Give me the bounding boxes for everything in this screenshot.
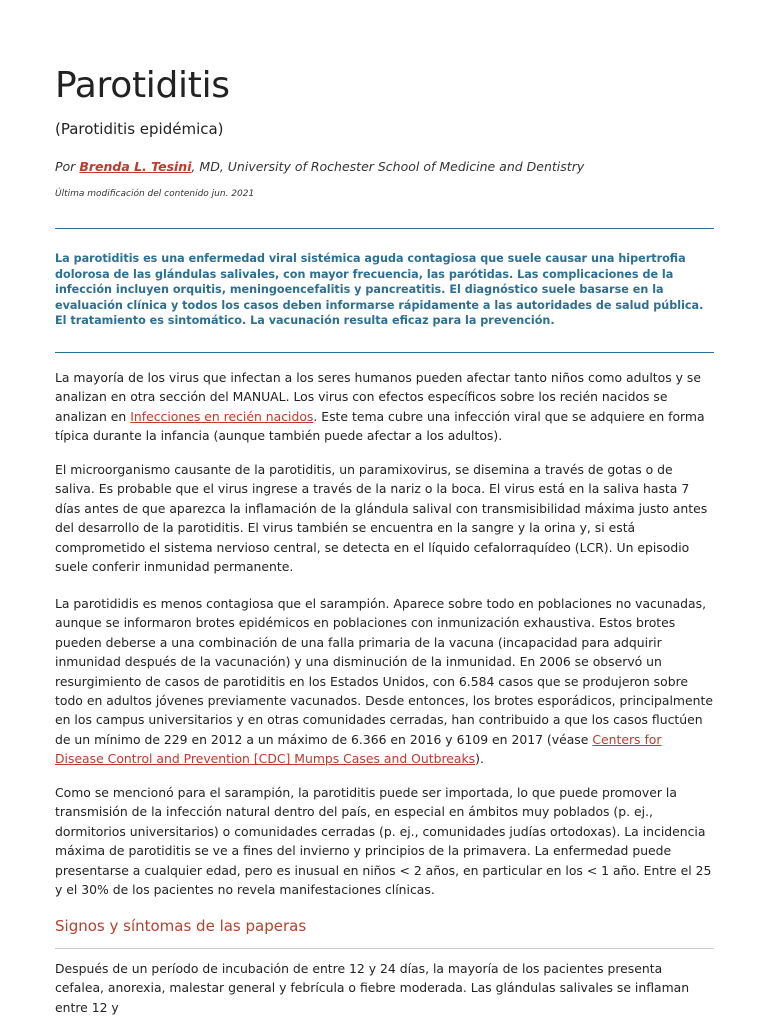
summary-top-divider xyxy=(55,228,714,229)
paragraph-1-text-a: La mayoría de los virus que infectan a los seres humanos pueden afectar tanto niños como adultos y se analizan en otra sección del MANUAL. Los virus con efectos específicos sobre los recién nacidos se analizan en xyxy=(55,370,701,424)
page-subtitle: (Parotiditis epidémica) xyxy=(55,120,224,138)
paragraph-5: Después de un período de incubación de entre 12 y 24 días, la mayoría de los pacientes presenta cefalea, anorexia, malestar general y febrícula o fiebre moderada. Las glándulas salivales se inflaman entre 12 y xyxy=(55,961,690,1015)
summary-bottom-divider xyxy=(55,352,714,353)
cdc-mumps-link[interactable]: Centers for Disease Control and Prevention [CDC] Mumps Cases and Outbreaks xyxy=(55,731,662,767)
newborn-infections-link[interactable]: Infecciones en recién nacidos xyxy=(130,408,314,424)
author-link[interactable]: Brenda L. Tesini xyxy=(79,159,192,174)
paragraph-2: El microorganismo causante de la parotiditis, un paramixovirus, se disemina a través de gotas o de saliva. Es probable que el virus ingrese a través de la nariz o la boca. El virus está en la saliva hasta 7 días antes de que aparezca la inflamación de la glándula salival con transmisibilidad máxima justo antes del desarrollo de la parotiditis. El virus también se encuentra en la sangre y la orina y, si está comprometido el sistema nervioso central, se detecta en el líquido cefalorraquídeo (LCR). Un episodio suele conferir inmunidad permanente. xyxy=(55,462,708,575)
byline-affiliation: , MD, University of Rochester School of Medicine and Dentistry xyxy=(191,159,585,174)
summary-box: La parotiditis es una enfermedad viral sistémica aguda contagiosa que suele causar una hipertrofia dolorosa de las glándulas salivales, con mayor frecuencia, las parótidas. Las complicaciones de la infección incluyen orquitis, meningoencefalitis y pancreatitis. El diagnóstico suele basarse en la evaluación clínica y todos los casos deben informarse rápidamente a las autoridades de salud pública. El tratamiento es sintomático. La vacunación resulta eficaz para la prevención. xyxy=(55,252,704,327)
byline-prefix: Por xyxy=(55,159,80,174)
byline xyxy=(55,157,584,177)
paragraph-4: Como se mencionó para el sarampión, la parotiditis puede ser importada, lo que puede promover la transmisión de la infección natural dentro del país, en especial en ámbitos muy poblados (p. ej., dormitorios universitarios) o comunidades cerradas (p. ej., comunidades judías ortodoxas). La incidencia máxima de parotiditis se ve a fines del invierno y principios de la primavera. La enfermedad puede presentarse a cualquier edad, pero es inusual en niños < 2 años, en particular en los < 1 año. Entre el 25 y el 30% de los pacientes no revela manifestaciones clínicas. xyxy=(55,785,712,898)
paragraph-1 xyxy=(55,368,714,446)
paragraph-3-text-a: La parotididis es menos contagiosa que el sarampión. Aparece sobre todo en poblaciones no vacunadas, aunque se informaron brotes epidémicos en poblaciones con inmunización exhaustiva. Estos brotes pueden deberse a una combinación de una falla primaria de la vacuna (incapacidad para adquirir inmunidad después de la vacunación) y una disminución de la inmunidad. En 2006 se observó un resurgimiento de casos de parotiditis en los Estados Unidos, con 6.584 casos que se produjeron sobre todo en adultos jóvenes previamente vacunados. Desde entonces, los brotes esporádicos, principalmente en los campus universitarios y en otras comunidades cerradas, han contribuido a que los casos fluctúen de un mínimo de 229 en 2012 a un máximo de 6.366 en 2016 y 6109 en 2017 (véase xyxy=(55,596,713,747)
page-title: Parotiditis xyxy=(55,65,230,106)
paragraph-1-text-b: . Este tema cubre una infección viral que se adquiere en forma típica durante la infancia (aunque también puede afectar a los adultos). xyxy=(55,408,705,444)
paragraph-3 xyxy=(55,594,714,769)
section-heading-signs-symptoms: Signos y síntomas de las paperas xyxy=(55,917,307,935)
paragraph-3-text-b: ). xyxy=(475,751,484,767)
section-divider xyxy=(55,948,714,949)
last-modified: Última modificación del contenido jun. 2021 xyxy=(55,189,255,199)
